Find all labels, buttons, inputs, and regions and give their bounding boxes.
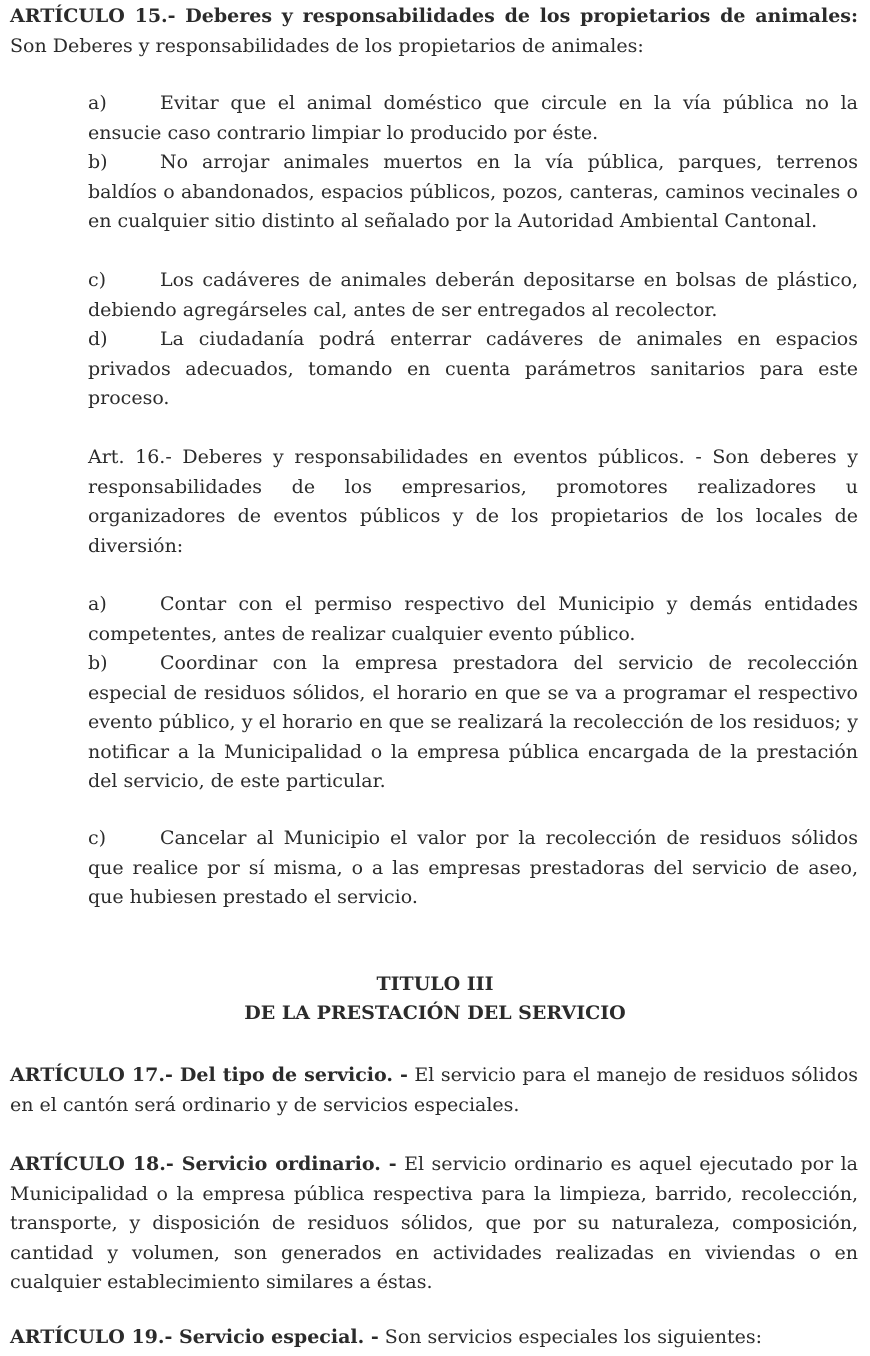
article-16-item-c xyxy=(88,824,858,913)
item-label: d) xyxy=(88,328,108,350)
item-label: b) xyxy=(88,652,108,674)
item-text: La ciudadanía podrá enterrar cadáveres de animales en espacios privados adecuados, tomando en cuenta parámetros sanitarios para este proceso. xyxy=(88,328,858,409)
article-18-heading: ARTÍCULO 18.- Servicio ordinario. - xyxy=(10,1153,397,1175)
article-19-text: Son servicios especiales los siguientes: xyxy=(378,1326,763,1348)
article-15-heading: ARTÍCULO 15.- Deberes y responsabilidades de los propietarios de animales: xyxy=(10,5,858,27)
article-16-item-a xyxy=(88,590,858,649)
item-text: No arrojar animales muertos en la vía pública, parques, terrenos baldíos o abandonados, espacios públicos, pozos, canteras, caminos vecinales o en cualquier sitio distinto al señalado por la Autoridad Ambiental Cantonal. xyxy=(88,151,858,232)
item-text: Cancelar al Municipio el valor por la recolección de residuos sólidos que realice por sí misma, o a las empresas prestadoras del servicio de aseo, que hubiesen prestado el servicio. xyxy=(88,827,858,908)
article-15-item-b xyxy=(88,148,858,237)
article-17-heading: ARTÍCULO 17.- Del tipo de servicio. - xyxy=(10,1064,408,1086)
item-label: a) xyxy=(88,593,107,615)
section-subtitle: DE LA PRESTACIÓN DEL SERVICIO xyxy=(244,1002,626,1024)
article-17-text: El servicio para el manejo de residuos sólidos en el cantón será ordinario y de servicios especiales. xyxy=(10,1064,859,1116)
article-16: Art. 16.- Deberes y responsabilidades en eventos públicos. - Son deberes y responsabilidades de los empresarios, promotores realizadores u organizadores de eventos públicos y de los propietarios de los locales de diversión: xyxy=(88,446,858,557)
item-label: c) xyxy=(88,827,107,849)
article-16-item-b xyxy=(88,649,858,797)
article-15 xyxy=(10,2,858,61)
article-15-item-c xyxy=(88,266,858,325)
item-text: Los cadáveres de animales deberán depositarse en bolsas de plástico, debiendo agregárseles cal, antes de ser entregados al recolector. xyxy=(88,269,858,321)
item-label: b) xyxy=(88,151,108,173)
article-15-item-d xyxy=(88,325,858,414)
article-19-heading: ARTÍCULO 19.- Servicio especial. - xyxy=(10,1326,379,1348)
section-title: TITULO III xyxy=(376,973,494,995)
article-17 xyxy=(10,1061,858,1120)
item-label: c) xyxy=(88,269,107,291)
item-text: Evitar que el animal doméstico que circule en la vía pública no la ensucie caso contrario limpiar lo producido por éste. xyxy=(88,92,858,144)
item-text: Contar con el permiso respectivo del Municipio y demás entidades competentes, antes de realizar cualquier evento público. xyxy=(88,593,858,645)
item-label: a) xyxy=(88,92,107,114)
item-text: Coordinar con la empresa prestadora del servicio de recolección especial de residuos sólidos, el horario en que se va a programar el respectivo evento público, y el horario en que se realizará la recolección de los residuos; y notificar a la Municipalidad o la empresa pública encargada de la prestación del servicio, de este particular. xyxy=(88,652,858,792)
article-15-intro: Son Deberes y responsabilidades de los propietarios de animales: xyxy=(10,34,644,57)
article-18-text: El servicio ordinario es aquel ejecutado por la Municipalidad o la empresa pública respectiva para la limpieza, barrido, recolección, transporte, y disposición de residuos sólidos, que por su naturaleza, composición, cantidad y volumen, son generados en actividades realizadas en viviendas o en cualquier establecimiento similares a éstas. xyxy=(10,1153,858,1293)
article-15-item-a xyxy=(88,89,858,148)
article-18 xyxy=(10,1150,858,1298)
article-19 xyxy=(10,1323,858,1353)
